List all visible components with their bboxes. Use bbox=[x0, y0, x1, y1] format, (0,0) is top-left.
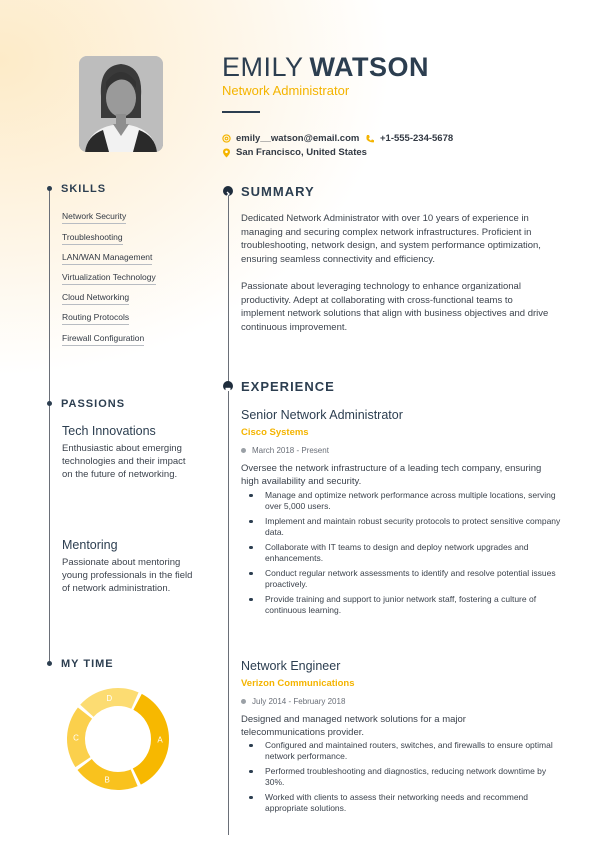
my-time-marker bbox=[47, 661, 52, 666]
date-dot-icon bbox=[241, 699, 246, 704]
donut-slice-c bbox=[67, 707, 92, 767]
job-bullets bbox=[245, 740, 565, 813]
location-text: San Francisco, United States bbox=[236, 147, 367, 158]
list-item: Manage and optimize network performance across multiple locations, serving over 5,000 users. bbox=[245, 490, 565, 511]
experience-marker bbox=[223, 381, 233, 391]
email-contact[interactable] bbox=[222, 133, 359, 144]
passion-title: Tech Innovations bbox=[62, 424, 156, 438]
list-item: Conduct regular network assessments to identify and resolve potential issues proactively. bbox=[245, 568, 565, 589]
job-dates-text: March 2018 - Present bbox=[252, 446, 329, 455]
my-time-donut-chart bbox=[65, 686, 171, 792]
list-item: Performed troubleshooting and diagnostics, reducing network downtime by 30%. bbox=[245, 766, 565, 787]
job-bullets bbox=[245, 490, 565, 615]
list-item: Provide training and support to junior network staff, fostering a culture of continuous learning. bbox=[245, 594, 565, 615]
job-title: Senior Network Administrator bbox=[241, 408, 403, 422]
summary-heading: SUMMARY bbox=[241, 184, 315, 199]
donut-label-a: A bbox=[157, 735, 163, 745]
skills-heading: SKILLS bbox=[61, 183, 107, 195]
company-name: Cisco Systems bbox=[241, 427, 309, 438]
job-dates-text: July 2014 - February 2018 bbox=[252, 697, 346, 706]
skill-item: Network Security bbox=[62, 211, 126, 224]
profile-photo bbox=[79, 56, 163, 152]
donut-label-d: D bbox=[106, 693, 113, 703]
list-item: Worked with clients to assess their networking needs and recommend appropriate solutions. bbox=[245, 792, 565, 813]
date-dot-icon bbox=[241, 448, 246, 453]
last-name: WATSON bbox=[309, 52, 430, 82]
passion-title: Mentoring bbox=[62, 538, 118, 552]
donut-slice-b bbox=[77, 759, 137, 790]
job-title: Network Engineer bbox=[241, 659, 341, 673]
summary-paragraph: Passionate about leveraging technology to enhance organizational productivity. Adept at collaborating with cross-functional teams to implement network solutions that align with business objectives and drive continuous improvement. bbox=[241, 281, 549, 333]
skills-marker bbox=[47, 186, 52, 191]
candidate-name bbox=[222, 52, 429, 83]
skill-item: Troubleshooting bbox=[62, 232, 123, 245]
list-item: Configured and maintained routers, switches, and firewalls to ensure optimal network performance. bbox=[245, 740, 565, 761]
skill-item: LAN/WAN Management bbox=[62, 252, 152, 265]
email-text: emily__watson@email.com bbox=[236, 133, 360, 144]
briefcase-icon bbox=[223, 384, 233, 394]
first-name: EMILY bbox=[222, 52, 304, 82]
passions-marker bbox=[47, 401, 52, 406]
passion-text: Passionate about mentoring young professionals in the field of network administration. bbox=[62, 557, 193, 594]
skill-item: Routing Protocols bbox=[62, 312, 129, 325]
phone-icon bbox=[365, 134, 375, 144]
job-description: Oversee the network infrastructure of a leading tech company, ensuring high availability and security. bbox=[241, 463, 542, 487]
skill-item: Cloud Networking bbox=[62, 292, 129, 305]
donut-slice-a bbox=[133, 694, 169, 785]
phone-contact[interactable] bbox=[365, 133, 453, 144]
phone-text: +1-555-234-5678 bbox=[380, 133, 454, 144]
job-dates bbox=[241, 446, 329, 455]
donut-label-b: B bbox=[104, 775, 110, 785]
job-description: Designed and managed network solutions for a major telecommunications provider. bbox=[241, 714, 466, 738]
job-dates bbox=[241, 697, 345, 706]
list-item: Implement and maintain robust security protocols to protect sensitive company data. bbox=[245, 516, 565, 537]
right-timeline bbox=[228, 190, 229, 835]
left-timeline bbox=[49, 188, 50, 664]
passions-heading: PASSIONS bbox=[61, 398, 126, 410]
summary-marker bbox=[223, 186, 233, 196]
summary-paragraph: Dedicated Network Administrator with over 10 years of experience in managing and securing complex network infrastructures. Proficient in troubleshooting, network design, and system performance optimization, ensuring seamless connectivity and efficiency. bbox=[241, 213, 541, 265]
chevron-right-icon bbox=[223, 189, 233, 199]
my-time-heading: MY TIME bbox=[61, 658, 114, 670]
at-sign-icon bbox=[222, 134, 231, 143]
location-contact bbox=[222, 147, 367, 158]
list-item: Collaborate with IT teams to design and deploy network upgrades and enhancements. bbox=[245, 542, 565, 563]
passion-text: Enthusiastic about emerging technologies and their impact on the future of networking. bbox=[62, 443, 186, 480]
skill-item: Firewall Configuration bbox=[62, 333, 144, 346]
job-role: Network Administrator bbox=[222, 83, 350, 98]
title-underline bbox=[222, 111, 260, 113]
company-name: Verizon Communications bbox=[241, 678, 355, 689]
donut-label-c: C bbox=[73, 733, 79, 743]
experience-heading: EXPERIENCE bbox=[241, 379, 335, 394]
location-pin-icon bbox=[222, 148, 231, 158]
person-portrait-icon bbox=[79, 56, 163, 152]
skill-item: Virtualization Technology bbox=[62, 272, 156, 285]
